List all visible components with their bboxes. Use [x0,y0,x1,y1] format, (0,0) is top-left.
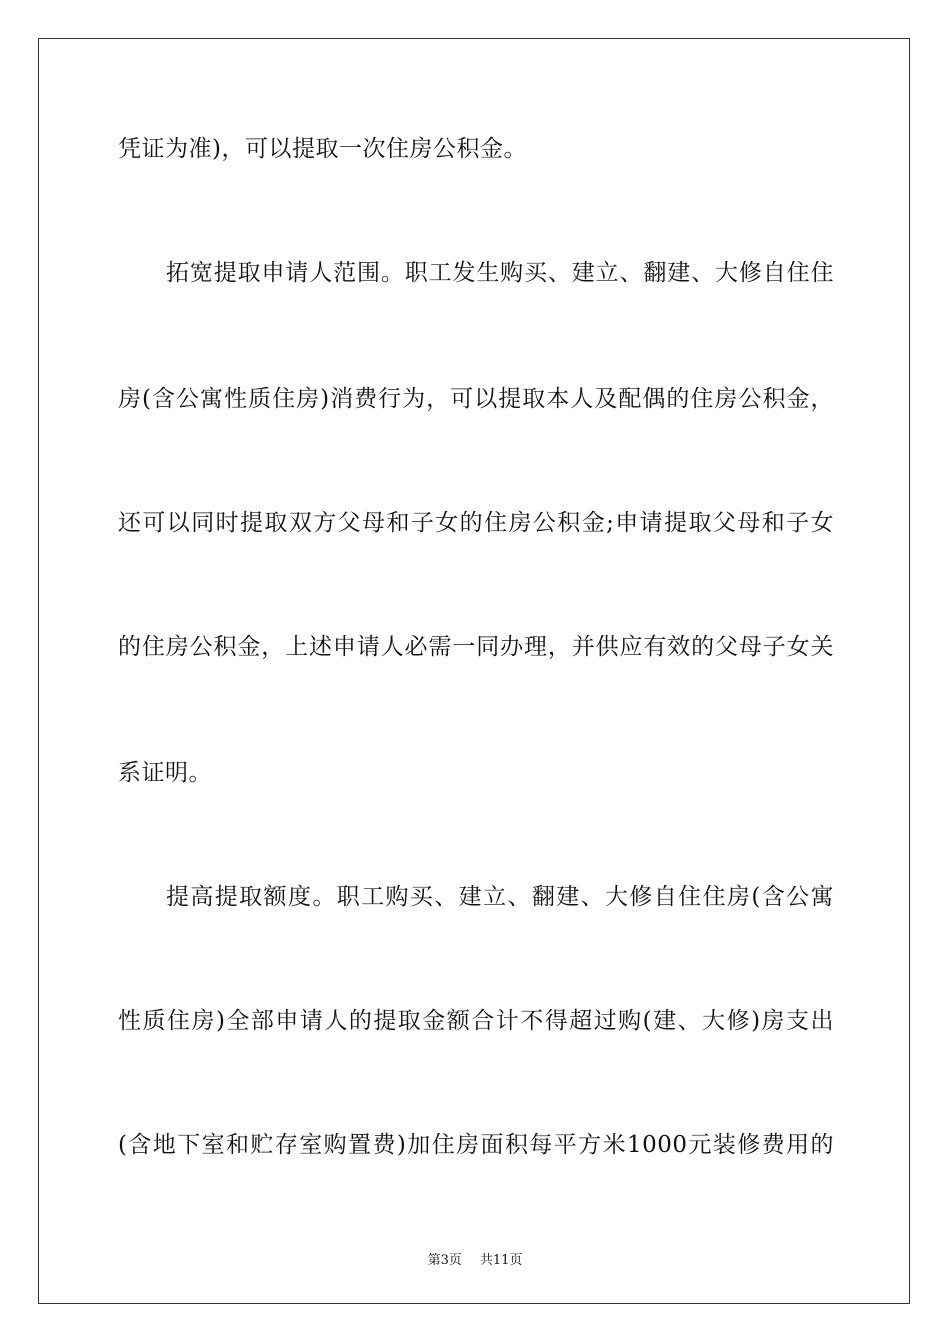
text-line-2: 拓宽提取申请人范围。职工发生购买、建立、翻建、大修自住住 [166,260,834,286]
text-line-9: (含地下室和贮存室购置费)加住房面积每平方米1000元装修费用的 [118,1132,834,1158]
text-line-8: 性质住房)全部申请人的提取金额合计不得超过购(建、大修)房支出 [118,1008,834,1034]
text-line-4: 还可以同时提取双方父母和子女的住房公积金;申请提取父母和子女 [118,510,834,536]
page-total: 共11页 [479,1253,523,1268]
page-number: 第3页 [427,1253,462,1268]
text-line-7: 提高提取额度。职工购买、建立、翻建、大修自住住房(含公寓 [166,884,834,910]
text-line-1: 凭证为准)，可以提取一次住房公积金。 [118,136,527,162]
text-line-5: 的住房公积金，上述申请人必需一同办理，并供应有效的父母子女关 [118,634,834,660]
text-line-3: 房(含公寓性质住房)消费行为，可以提取本人及配偶的住房公积金， [118,386,834,412]
page-border [38,38,910,1304]
text-line-6: 系证明。 [118,760,212,786]
page-footer [0,1249,950,1268]
